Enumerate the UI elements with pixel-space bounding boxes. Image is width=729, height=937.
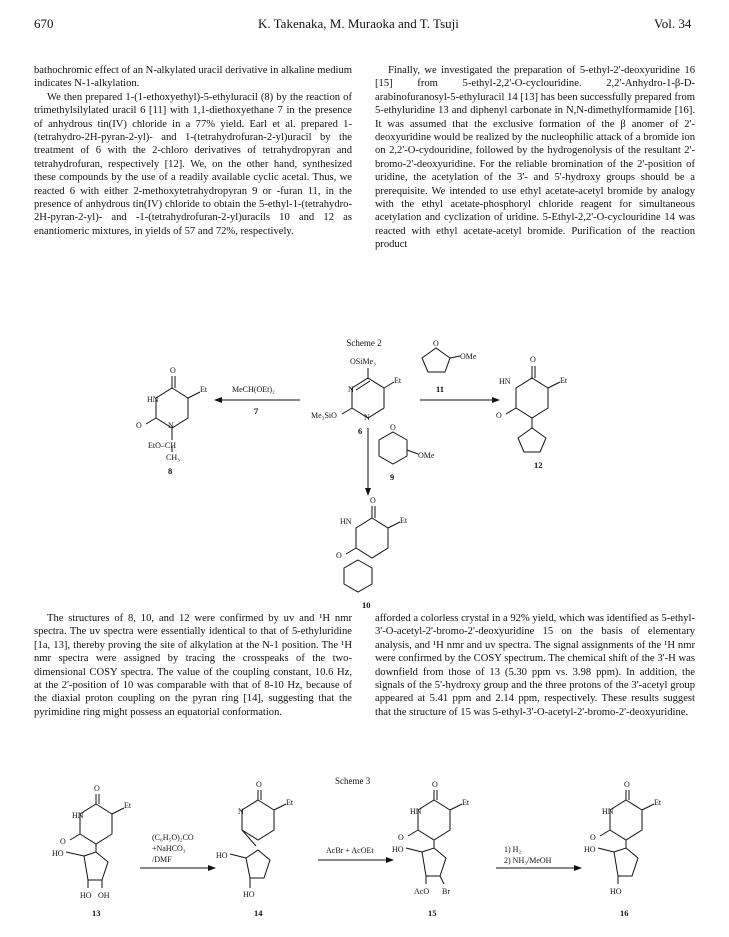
atom-label: HO — [216, 851, 228, 860]
compound-number: 14 — [254, 908, 263, 918]
atom-label: HO — [392, 845, 404, 854]
compound-number: 15 — [428, 908, 437, 918]
atom-label: O — [170, 366, 176, 375]
volume: Vol. 34 — [654, 16, 692, 31]
atom-label: Br — [442, 887, 450, 896]
atom-label: N — [364, 413, 370, 422]
atom-label: HO — [80, 891, 92, 900]
compound-number: 16 — [620, 908, 629, 918]
reagent-number: 11 — [436, 384, 445, 394]
reagent-label: 2) NH₃/MeOH — [504, 856, 552, 865]
compound-number: 12 — [534, 460, 543, 470]
column-bottom-left — [34, 612, 352, 719]
reagent-label: /DMF — [152, 855, 172, 864]
reagent-number: 9 — [390, 472, 395, 482]
paragraph: We then prepared 1-(1-ethoxyethyl)-5-ethyluracil (8) by the reaction of trimethylsilylated uracil 6 [11] with 1,1-diethoxyethane 7 in the presence of anhydrous tin(IV) chloride in a 77% yield. Earl et al. prepared 1-(tetrahydro-2H-pyran-2-yl)- and 1-(tetrahydrofuran-2-yl)uracil by the treatment of 6 with the 2-chloro derivatives of tetrahydropyran and tetrahydrofuran, respectively [12]. We, on the other hand, synthesized these compounds by the use of a readily available cyclic acetal. Thus, we reacted 6 with either 2-methoxytetrahydropyran 9 or -furan 11, in the presence of anhydrous tin(IV) chloride to obtain the 5-ethyl-1-(tetrahydro-2H-pyran-2-yl)- and -1-(tetrahydrofuran-2-yl)uracils 10 and 12 as enantiomeric mixtures, in yields of 57 and 72%, respectively. — [34, 91, 352, 237]
column-bottom-right — [375, 612, 695, 719]
atom-label: AcO — [414, 887, 430, 896]
atom-label: Et — [124, 801, 132, 810]
atom-label: Et — [286, 798, 294, 807]
atom-label: O — [433, 339, 439, 348]
atom-label: HN — [340, 517, 352, 526]
atom-label: HN — [410, 807, 422, 816]
atom-label: OMe — [460, 352, 477, 361]
atom-label: O — [136, 421, 142, 430]
atom-label: HN — [72, 811, 84, 820]
atom-label: OH — [98, 891, 110, 900]
atom-label: O — [496, 411, 502, 420]
reagent-label: 1) H₂ — [504, 845, 522, 854]
atom-label: HN — [499, 377, 511, 386]
atom-label: HN — [147, 395, 159, 404]
atom-label: O — [590, 833, 596, 842]
atom-label: Et — [560, 376, 568, 385]
atom-label: O — [94, 784, 100, 793]
compound-number: 6 — [358, 426, 363, 436]
atom-label: O — [370, 496, 376, 505]
atom-label: O — [390, 423, 396, 432]
reagent-label: (C₆H₅O)₂CO — [152, 833, 194, 842]
paragraph: afforded a colorless crystal in a 92% yield, which was identified as 5-ethyl-3'-O-acetyl-2'-bromo-2'-deoxyuridine 15 on the basis of elementary analysis, and ¹H nmr and uv spectra. The signal assignments of the ¹H nmr were confirmed by the COSY spectrum. The chemical shift of the 3'-H was downfield from those of 13 (5.30 ppm vs. 3.98 ppm). In addition, the signals of the 5'-hydroxy group and the three protons of the 3'-acetyl group appeared at 5.41 ppm and 2.14 ppm, respectively. These results suggest that the structure of 15 was 5-ethyl-3'-O-acetyl-2'-bromo-2'-deoxyuridine. — [375, 613, 695, 718]
atom-label: OMe — [418, 451, 435, 460]
atom-label: HO — [584, 845, 596, 854]
scheme-3-title: Scheme 3 — [335, 776, 371, 786]
atom-label: N — [348, 385, 354, 394]
atom-label: O — [256, 780, 262, 789]
atom-label: O — [60, 837, 66, 846]
compound-number: 13 — [92, 908, 101, 918]
atom-label: O — [398, 833, 404, 842]
atom-label: O — [530, 355, 536, 364]
atom-label: HO — [610, 887, 622, 896]
paragraph: bathochromic effect of an N-alkylated uracil derivative in alkaline medium indicates N-1-alkylation. — [34, 65, 352, 90]
atom-label: HO — [243, 890, 255, 899]
atom-label: N — [238, 807, 244, 816]
paragraph: The structures of 8, 10, and 12 were confirmed by uv and ¹H nmr spectra. The uv spectra were essentially identical to that of 5-ethyluridine [1a, 13], thereby proving the site of alkylation at the N-1 position. The ¹H nmr spectra were assigned by tracing the crosspeaks of the two-dimensional COSY spectra. The value of the coupling constant, 10.6 Hz, at the 2'-position of 10 was comparable with that of 8-10 Hz, because of the diaxial proton coupling on the pyran ring [14], suggesting that the pyrimidine ring might possess an equatorial conformation. — [34, 613, 352, 718]
page-number: 670 — [34, 16, 54, 31]
atom-label: HO — [52, 849, 64, 858]
atom-label: CH₃ — [166, 453, 180, 462]
atom-label: Et — [462, 798, 470, 807]
reagent-number: 7 — [254, 406, 259, 416]
reagent-label: AcBr + AcOEt — [326, 846, 374, 855]
compound-number: 10 — [362, 600, 371, 610]
atom-label: Et — [394, 376, 402, 385]
reagent-label: MeCH(OEt)₂ — [232, 385, 275, 394]
atom-label: Et — [200, 385, 208, 394]
scheme-2-title: Scheme 2 — [346, 338, 382, 348]
atom-label: Me₃SiO — [311, 411, 337, 420]
atom-label: Et — [654, 798, 662, 807]
atom-label: O — [432, 780, 438, 789]
running-authors: K. Takenaka, M. Muraoka and T. Tsuji — [258, 16, 459, 31]
reagent-label: +NaHCO₃ — [152, 844, 186, 853]
atom-label: OSiMe₃ — [350, 357, 376, 366]
atom-label: N — [168, 421, 174, 430]
paragraph: Finally, we investigated the preparation of 5-ethyl-2'-deoxyuridine 16 [15] from 5-ethyl-2,2'-O-cyclouridine. 2,2'-Anhydro-1-β-D-arabinofuranosyl-5-ethyluracil 14 [13] has been successfully prepared from 5-ethyluridine 13 and diphenyl carbonate in N,N-dimethylformamide [16]. It was assumed that the exclusive formation of the β anomer of 2'-deoxyuridine would be realized by the nucleophilic attack of a bromide ion on 2,2'-O-cydouridine, followed by the hydrogenolysis of the resultant 2'-bromo-2'-deoxyuridine. For the reliable bromination of the 2'-position of uridine, the acetylation of the 3'- and 5'-hydroxy groups should be a prerequisite. We intended to use ethyl acetate-acetyl bromide by analogy with the ethyl acetate-phosphoryl chloride reagent for simultaneous acetylation and cyclization of uridine. 5-Ethyl-2,2'-O-cyclouridine 14 was reacted with ethyl acetate-acetyl bromide. Purification of the reaction product — [375, 65, 695, 251]
atom-label: O — [624, 780, 630, 789]
atom-label: Et — [400, 516, 408, 525]
atom-label: O — [336, 551, 342, 560]
atom-label: EtO–CH — [148, 441, 176, 450]
compound-number: 8 — [168, 466, 173, 476]
atom-label: HN — [602, 807, 614, 816]
